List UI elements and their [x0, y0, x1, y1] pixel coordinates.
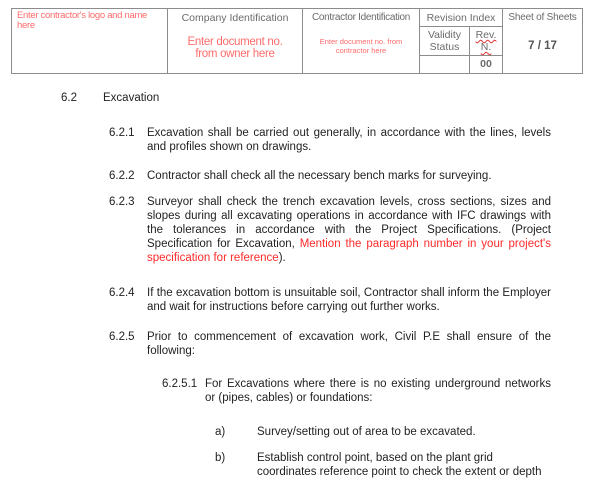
item-label: b)	[215, 452, 226, 464]
clause-6-2-3-tail: ).	[278, 252, 286, 264]
validity-status-label: Validity Status	[427, 29, 462, 53]
subclause-text	[205, 377, 551, 405]
contractor-doc-placeholder: Enter document no. from contractor here	[319, 37, 403, 55]
revision-index-cell	[420, 9, 503, 27]
clause-6-2-4-body: If the excavation bottom is unsuitable soil, Contractor shall inform the Employer and wait for instructions before carrying out further works.	[147, 287, 551, 313]
company-identification-cell[interactable]	[168, 9, 303, 73]
clause-6-2-1-text: Excavation shall be carried out generally, in accordance with the lines, levels and profiles shown on drawings.	[147, 127, 551, 153]
sheet-label: Sheet of Sheets	[508, 12, 577, 23]
item-label: a)	[215, 426, 226, 438]
subclause-body: For Excavations where there is no existing underground networks or (pipes, cables) or foundations:	[205, 378, 551, 404]
spec-reference-placeholder[interactable]: Mention the paragraph number in your project's specification for reference	[147, 238, 551, 264]
contractor-identification-cell[interactable]	[303, 9, 420, 73]
rev-no-label: Rev. N.	[475, 29, 497, 53]
logo-placeholder: Enter contractor's logo and name here	[17, 10, 148, 31]
clause-number: 6.2.1	[109, 127, 135, 139]
sheet-of-sheets-cell	[503, 9, 582, 73]
section-number: 6.2	[61, 92, 77, 104]
clause-6-2-3-body: Surveyor shall check the trench excavation levels, cross sections, sizes and slopes during all excavating operations in accordance with IFC drawings with the tolerances in accordance with the Project Specifications. (Project Specification for Excavation,	[147, 196, 551, 250]
clause-number: 6.2.3	[109, 196, 135, 208]
validity-status-header	[420, 27, 470, 56]
rev-no-header	[470, 27, 503, 56]
clause-6-2-3-text	[147, 195, 551, 265]
company-doc-placeholder: Enter document no. from owner here	[187, 36, 283, 60]
clause-6-2-5-body: Prior to commencement of excavation work, Civil P.E shall ensure of the following:	[147, 331, 551, 357]
document-header-table	[11, 8, 583, 74]
item-text: Survey/setting out of area to be excavated.	[257, 426, 476, 438]
revision-index-label: Revision Index	[426, 12, 496, 24]
section-title: Excavation	[103, 92, 160, 104]
subclause-number: 6.2.5.1	[162, 378, 198, 390]
item-text-line1: Establish control point, based on the plant grid	[257, 452, 493, 464]
clause-6-2-4-text	[147, 286, 551, 314]
contractor-id-label: Contractor Identification	[311, 12, 411, 23]
rev-no-value-cell[interactable]	[470, 56, 503, 73]
clause-6-2-2-text: Contractor shall check all the necessary bench marks for surveying.	[147, 170, 492, 182]
validity-status-value-cell[interactable]	[420, 56, 470, 73]
clause-number: 6.2.2	[109, 170, 135, 182]
clause-6-2-5-text	[147, 330, 551, 358]
company-id-label: Company Identification	[181, 12, 289, 24]
sheet-value: 7 / 17	[528, 40, 557, 52]
clause-number: 6.2.4	[109, 287, 135, 299]
rev-no-value: 00	[480, 58, 492, 70]
clause-text	[147, 126, 551, 154]
clause-number: 6.2.5	[109, 331, 135, 343]
item-text-line2: coordinates reference point to check the extent or depth	[257, 466, 542, 478]
contractor-logo-cell[interactable]	[12, 9, 168, 73]
